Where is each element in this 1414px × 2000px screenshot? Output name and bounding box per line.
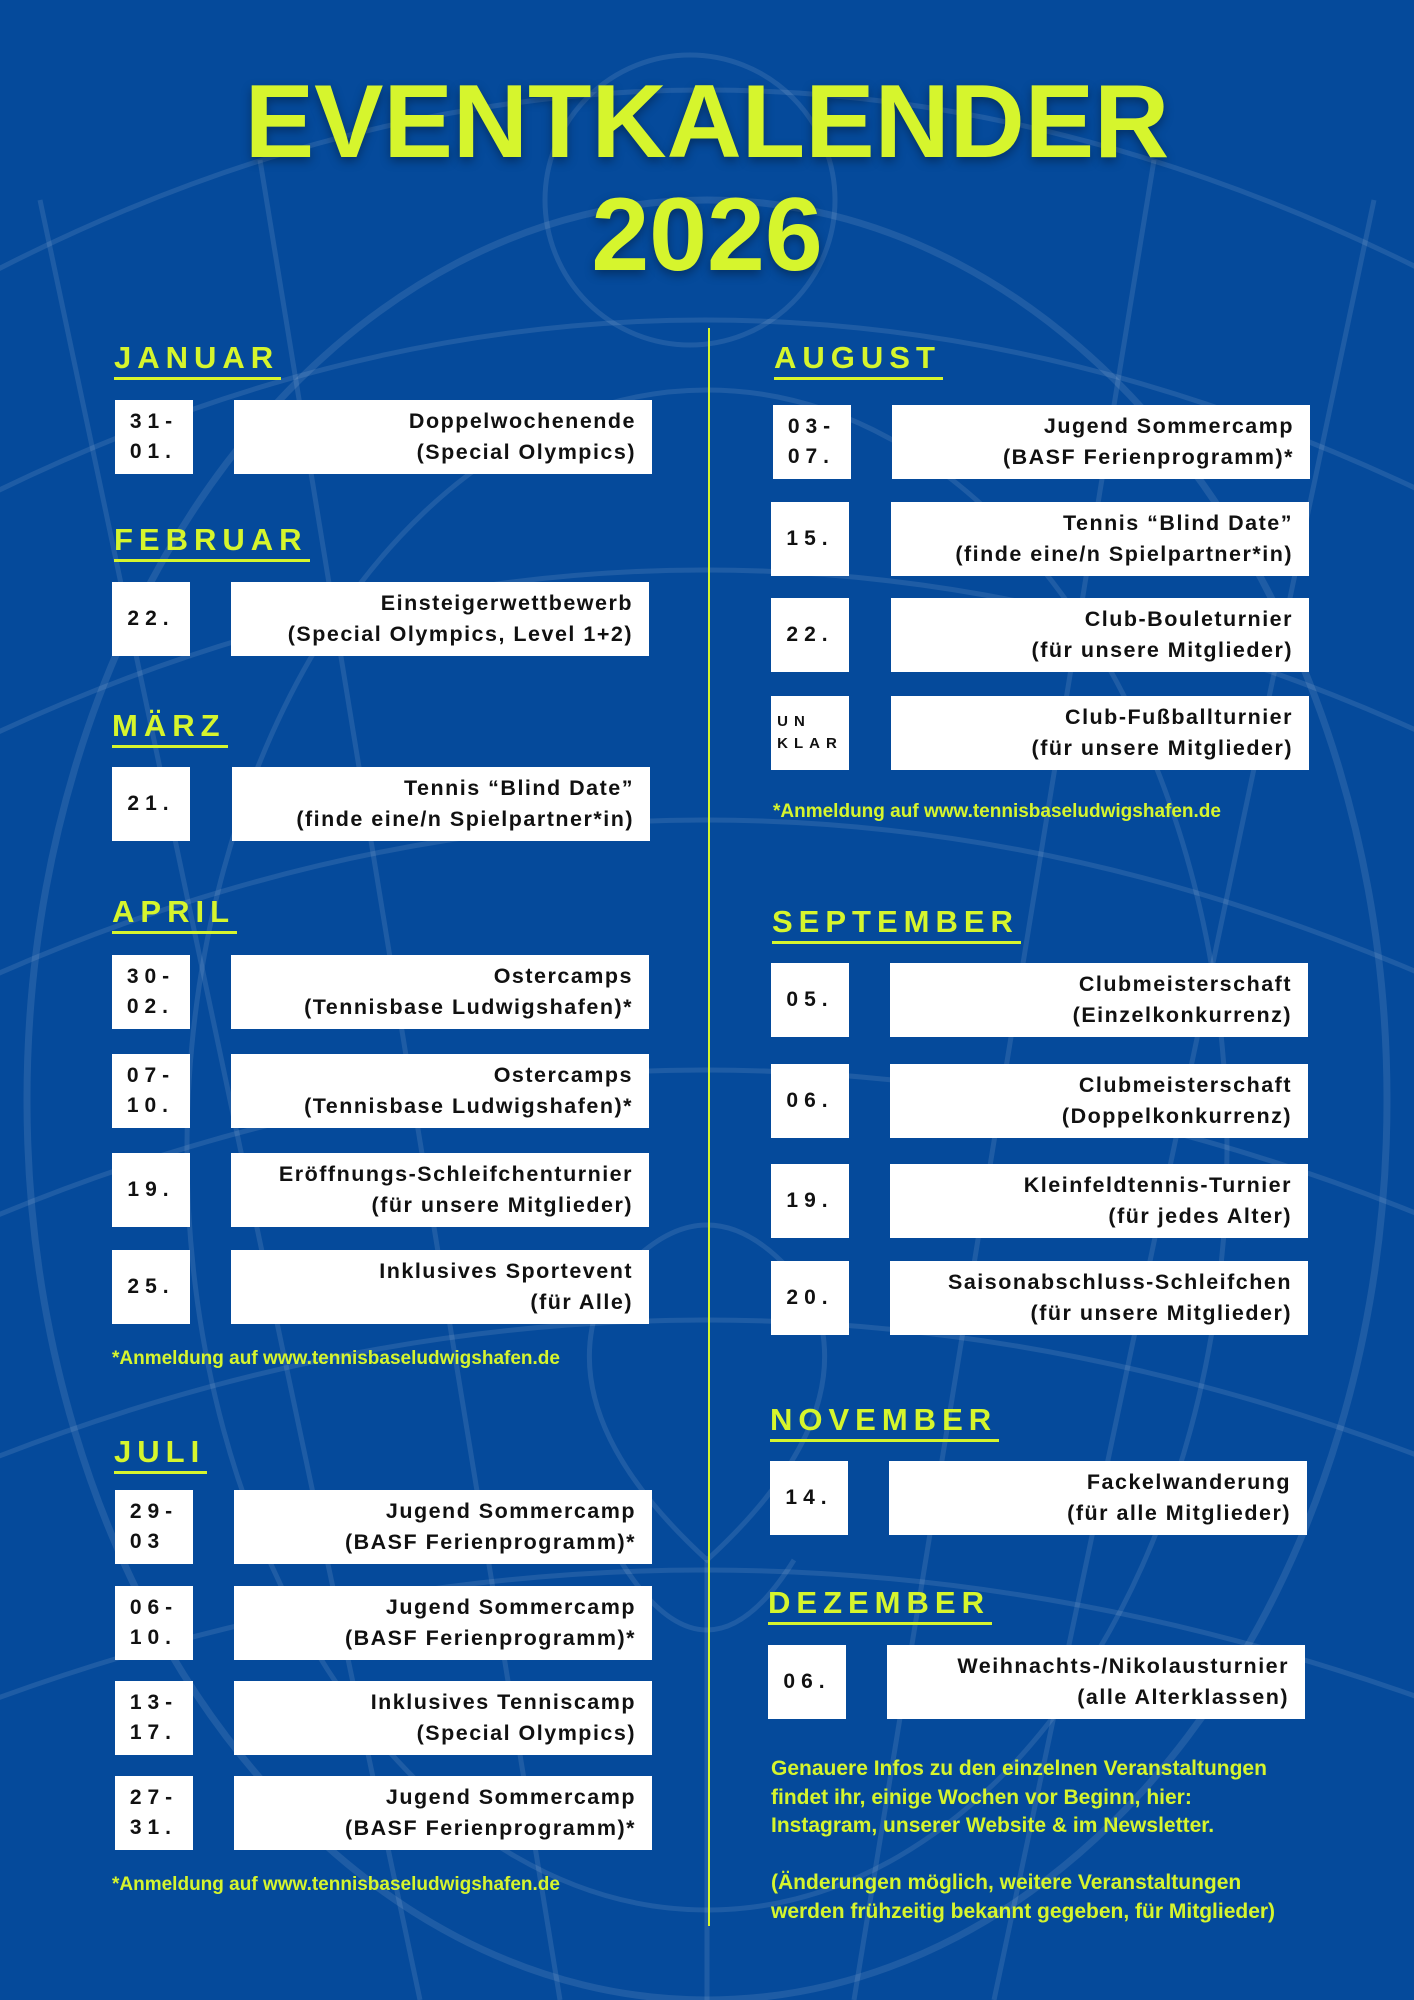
event-date: 21.: [112, 767, 190, 841]
event-date: 25.: [112, 1250, 190, 1324]
page-year: 2026: [591, 177, 823, 293]
event-title: Inklusives Tenniscamp (Special Olympics): [234, 1681, 652, 1755]
month-heading-november: NOVEMBER: [770, 1404, 999, 1442]
event-date: 29- 03: [115, 1490, 193, 1564]
month-heading-september: SEPTEMBER: [772, 906, 1021, 944]
event-title: Clubmeisterschaft (Doppelkonkurrenz): [890, 1064, 1308, 1138]
event-date: 13- 17.: [115, 1681, 193, 1755]
registration-note: *Anmeldung auf www.tennisbaseludwigshafen.de: [112, 1874, 560, 1895]
event-title: Ostercamps (Tennisbase Ludwigshafen)*: [231, 1054, 649, 1128]
event-date: 19.: [771, 1164, 849, 1238]
month-heading-dezember: DEZEMBER: [768, 1587, 992, 1625]
event-title: Tennis “Blind Date” (finde eine/n Spielpartner*in): [891, 502, 1309, 576]
event-date: UN KLAR: [771, 696, 849, 770]
event-date: 15.: [771, 502, 849, 576]
month-heading-februar: FEBRUAR: [114, 524, 310, 562]
event-title: Fackelwanderung (für alle Mitglieder): [889, 1461, 1307, 1535]
event-date: 14.: [770, 1461, 848, 1535]
event-date: 07- 10.: [112, 1054, 190, 1128]
month-heading-januar: JANUAR: [114, 342, 281, 380]
event-date: 22.: [771, 598, 849, 672]
event-title: Jugend Sommercamp (BASF Ferienprogramm)*: [234, 1490, 652, 1564]
event-title: Eröffnungs-Schleifchenturnier (für unsere Mitglieder): [231, 1153, 649, 1227]
event-title: Tennis “Blind Date” (finde eine/n Spielpartner*in): [232, 767, 650, 841]
event-title: Club-Fußballturnier (für unsere Mitglieder): [891, 696, 1309, 770]
event-date: 03- 07.: [773, 405, 851, 479]
event-title: Inklusives Sportevent (für Alle): [231, 1250, 649, 1324]
event-title: Doppelwochenende (Special Olympics): [234, 400, 652, 474]
event-title: Saisonabschluss-Schleifchen (für unsere Mitglieder): [890, 1261, 1308, 1335]
event-title: Jugend Sommercamp (BASF Ferienprogramm)*: [234, 1776, 652, 1850]
event-title: Clubmeisterschaft (Einzelkonkurrenz): [890, 963, 1308, 1037]
disclaimer-text: (Änderungen möglich, weitere Veranstaltungen werden frühzeitig bekannt gegeben, für Mitglieder): [771, 1871, 1276, 1923]
info-text: Genauere Infos zu den einzelnen Veranstaltungen findet ihr, einige Wochen vor Beginn, hier: Instagram, unserer Website & im Newsletter.: [771, 1757, 1267, 1838]
event-date: 30- 02.: [112, 955, 190, 1029]
event-title: Einsteigerwettbewerb (Special Olympics, Level 1+2): [231, 582, 649, 656]
event-date: 31- 01.: [115, 400, 193, 474]
month-heading-maerz: MÄRZ: [112, 710, 228, 748]
event-date: 22.: [112, 582, 190, 656]
event-title: Club-Bouleturnier (für unsere Mitglieder): [891, 598, 1309, 672]
event-title: Ostercamps (Tennisbase Ludwigshafen)*: [231, 955, 649, 1029]
event-date: 27- 31.: [115, 1776, 193, 1850]
event-date: 06.: [771, 1064, 849, 1138]
page-title: EVENTKALENDER: [244, 64, 1170, 180]
event-date: 19.: [112, 1153, 190, 1227]
event-date: 20.: [771, 1261, 849, 1335]
event-title: Weihnachts-/Nikolausturnier (alle Alterklassen): [887, 1645, 1305, 1719]
event-date: 06.: [768, 1645, 846, 1719]
registration-note: *Anmeldung auf www.tennisbaseludwigshafen.de: [773, 801, 1221, 822]
event-title: Jugend Sommercamp (BASF Ferienprogramm)*: [892, 405, 1310, 479]
column-divider: [708, 328, 710, 1926]
event-date: 05.: [771, 963, 849, 1037]
month-heading-juli: JULI: [114, 1436, 207, 1474]
registration-note: *Anmeldung auf www.tennisbaseludwigshafen.de: [112, 1348, 560, 1369]
month-heading-april: APRIL: [112, 896, 237, 934]
event-title: Kleinfeldtennis-Turnier (für jedes Alter): [890, 1164, 1308, 1238]
month-heading-august: AUGUST: [774, 342, 943, 380]
event-date: 06- 10.: [115, 1586, 193, 1660]
event-title: Jugend Sommercamp (BASF Ferienprogramm)*: [234, 1586, 652, 1660]
